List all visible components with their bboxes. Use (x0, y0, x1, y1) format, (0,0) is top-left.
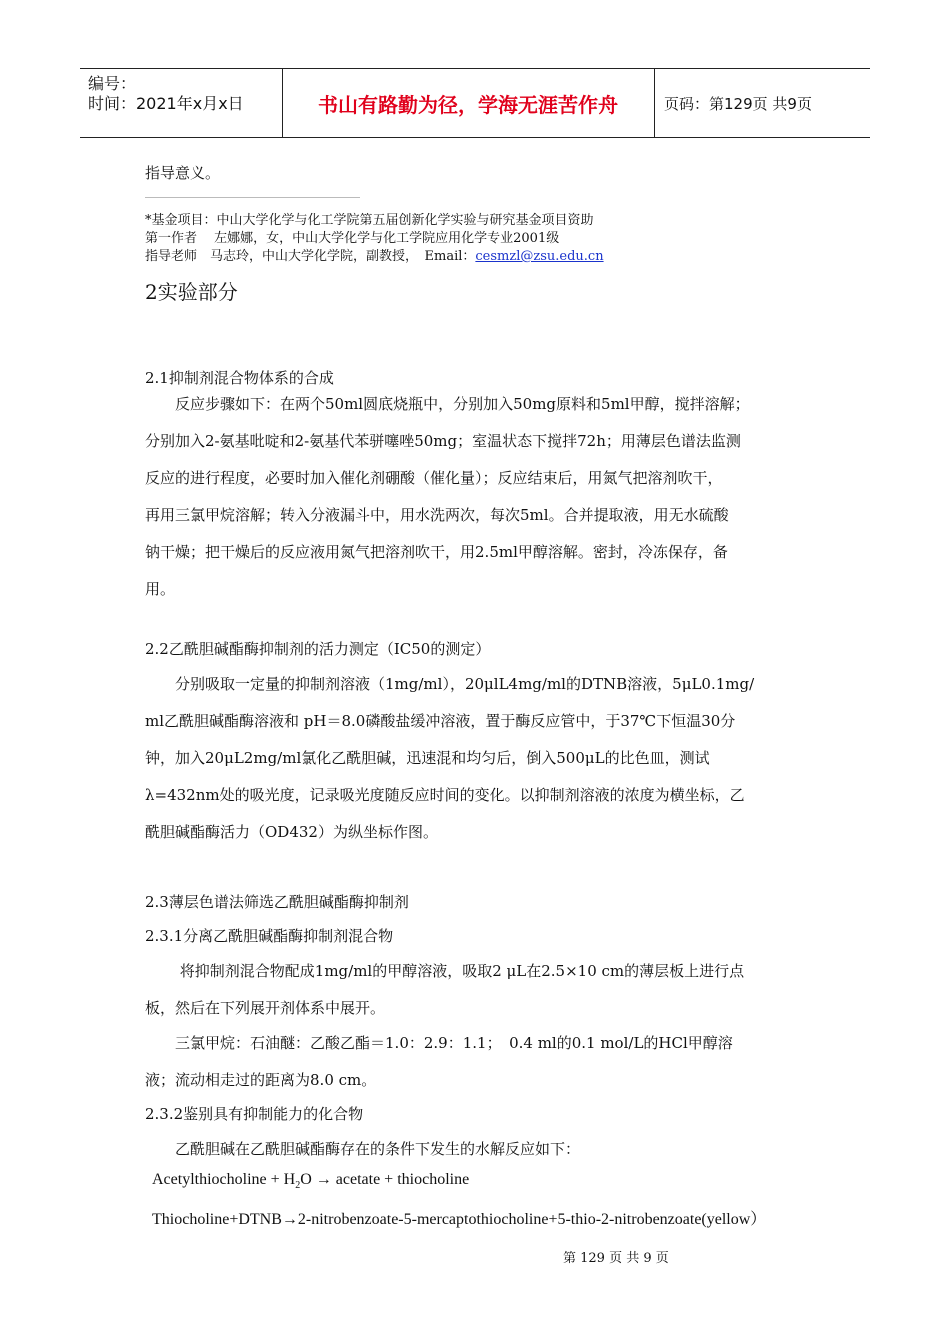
section-2-2-title: 2.2乙酰胆碱酯酶抑制剂的活力测定（IC50的测定） (145, 640, 491, 658)
paragraph-line: 分别吸取一定量的抑制剂溶液（1mg/ml），20μlL4mg/ml的DTNB溶液，5μL0.1mg/ (145, 675, 755, 693)
paragraph-line: 用。 (145, 580, 176, 598)
paragraph-line: ml乙酰胆碱酯酶溶液和 pH＝8.0磷酸盐缓冲溶液，置于酶反应管中，于37℃下恒温30分 (145, 712, 736, 730)
paragraph-line: 钟，加入20μL2mg/ml氯化乙酰胆碱，迅速混和均匀后，倒入500μL的比色皿，测试 (145, 749, 710, 767)
paragraph-line: 液；流动相走过的距离为8.0 cm。 (145, 1071, 377, 1089)
paragraph-line: 将抑制剂混合物配成1mg/ml的甲醇溶液，吸取2 μL在2.5×10 cm的薄层板上进行点 (145, 962, 745, 980)
section-2-title: 2实验部分 (145, 280, 238, 304)
motto: 书山有路勤为径，学海无涯苦作舟 (318, 92, 618, 117)
number-label: 编号： (88, 74, 137, 93)
paragraph-line: 钠干燥；把干燥后的反应液用氮气把溶剂吹干，用2.5ml甲醇溶解。密封，冷冻保存，备 (145, 543, 728, 561)
header-motto-cell (282, 69, 655, 137)
equation-part: O → acetate + thiocholine (300, 1171, 470, 1188)
section-2-1-title: 2.1抑制剂混合物体系的合成 (145, 369, 334, 387)
footnote-fund: *基金项目：中山大学化学与化工学院第五届创新化学实验与研究基金项目资助 (145, 213, 594, 228)
page-header (80, 68, 870, 138)
section-2-3-title: 2.3薄层色谱法筛选乙酰胆碱酯酶抑制剂 (145, 893, 409, 911)
paragraph-line: λ=432nm处的吸光度，记录吸光度随反应时间的变化。以抑制剂溶液的浓度为横坐标，乙 (145, 786, 745, 804)
equation-part: Acetylthiocholine + H (152, 1171, 296, 1188)
intro-tail: 指导意义。 (145, 164, 221, 182)
header-page-info: 页码：第129页 共9页 (664, 94, 812, 113)
paragraph-line: 再用三氯甲烷溶解；转入分液漏斗中，用水洗两次，每次5ml。合并提取液，用无水硫酸 (145, 506, 729, 524)
equation-hydrolysis (152, 1171, 469, 1191)
section-2-3-2-title: 2.3.2鉴别具有抑制能力的化合物 (145, 1105, 364, 1123)
footnote-separator (145, 197, 360, 198)
equation-dtnb: Thiocholine+DTNB→2-nitrobenzoate-5-mercaptothiocholine+5-thio-2-nitrobenzoate(yellow） (152, 1211, 767, 1228)
footnote-advisor (145, 245, 604, 264)
equation-subscript: 2 (295, 1180, 301, 1192)
advisor-email-link[interactable]: cesmzl@zsu.edu.cn (475, 249, 604, 264)
advisor-text: 指导老师 马志玲，中山大学化学院，副教授， Email： (145, 249, 476, 264)
footnote-author: 第一作者 左娜娜，女，中山大学化学与化工学院应用化学专业2001级 (145, 231, 560, 246)
paragraph-line: 反应步骤如下：在两个50ml圆底烧瓶中，分别加入50mg原料和5ml甲醇，搅拌溶解； (145, 395, 750, 413)
paragraph-line: 乙酰胆碱在乙酰胆碱酯酶存在的条件下发生的水解反应如下： (145, 1140, 581, 1158)
page-footer: 第 129 页 共 9 页 (563, 1251, 669, 1266)
paragraph-line: 分别加入2-氨基吡啶和2-氨基代苯骈噻唑50mg；室温状态下搅拌72h；用薄层色谱法监测 (145, 432, 741, 450)
date-label: 时间：2021年x月x日 (88, 94, 244, 113)
paragraph-line: 三氯甲烷：石油醚：乙酸乙酯＝1.0：2.9：1.1； 0.4 ml的0.1 mol/L的HCl甲醇溶 (145, 1034, 733, 1052)
paragraph-line: 板，然后在下列展开剂体系中展开。 (145, 999, 386, 1017)
paragraph-line: 反应的进行程度，必要时加入催化剂硼酸（催化量）；反应结束后，用氮气把溶剂吹干， (145, 469, 723, 487)
header-meta (80, 69, 283, 137)
paragraph-line: 酰胆碱酯酶活力（OD432）为纵坐标作图。 (145, 823, 438, 841)
section-2-3-1-title: 2.3.1分离乙酰胆碱酯酶抑制剂混合物 (145, 927, 394, 945)
